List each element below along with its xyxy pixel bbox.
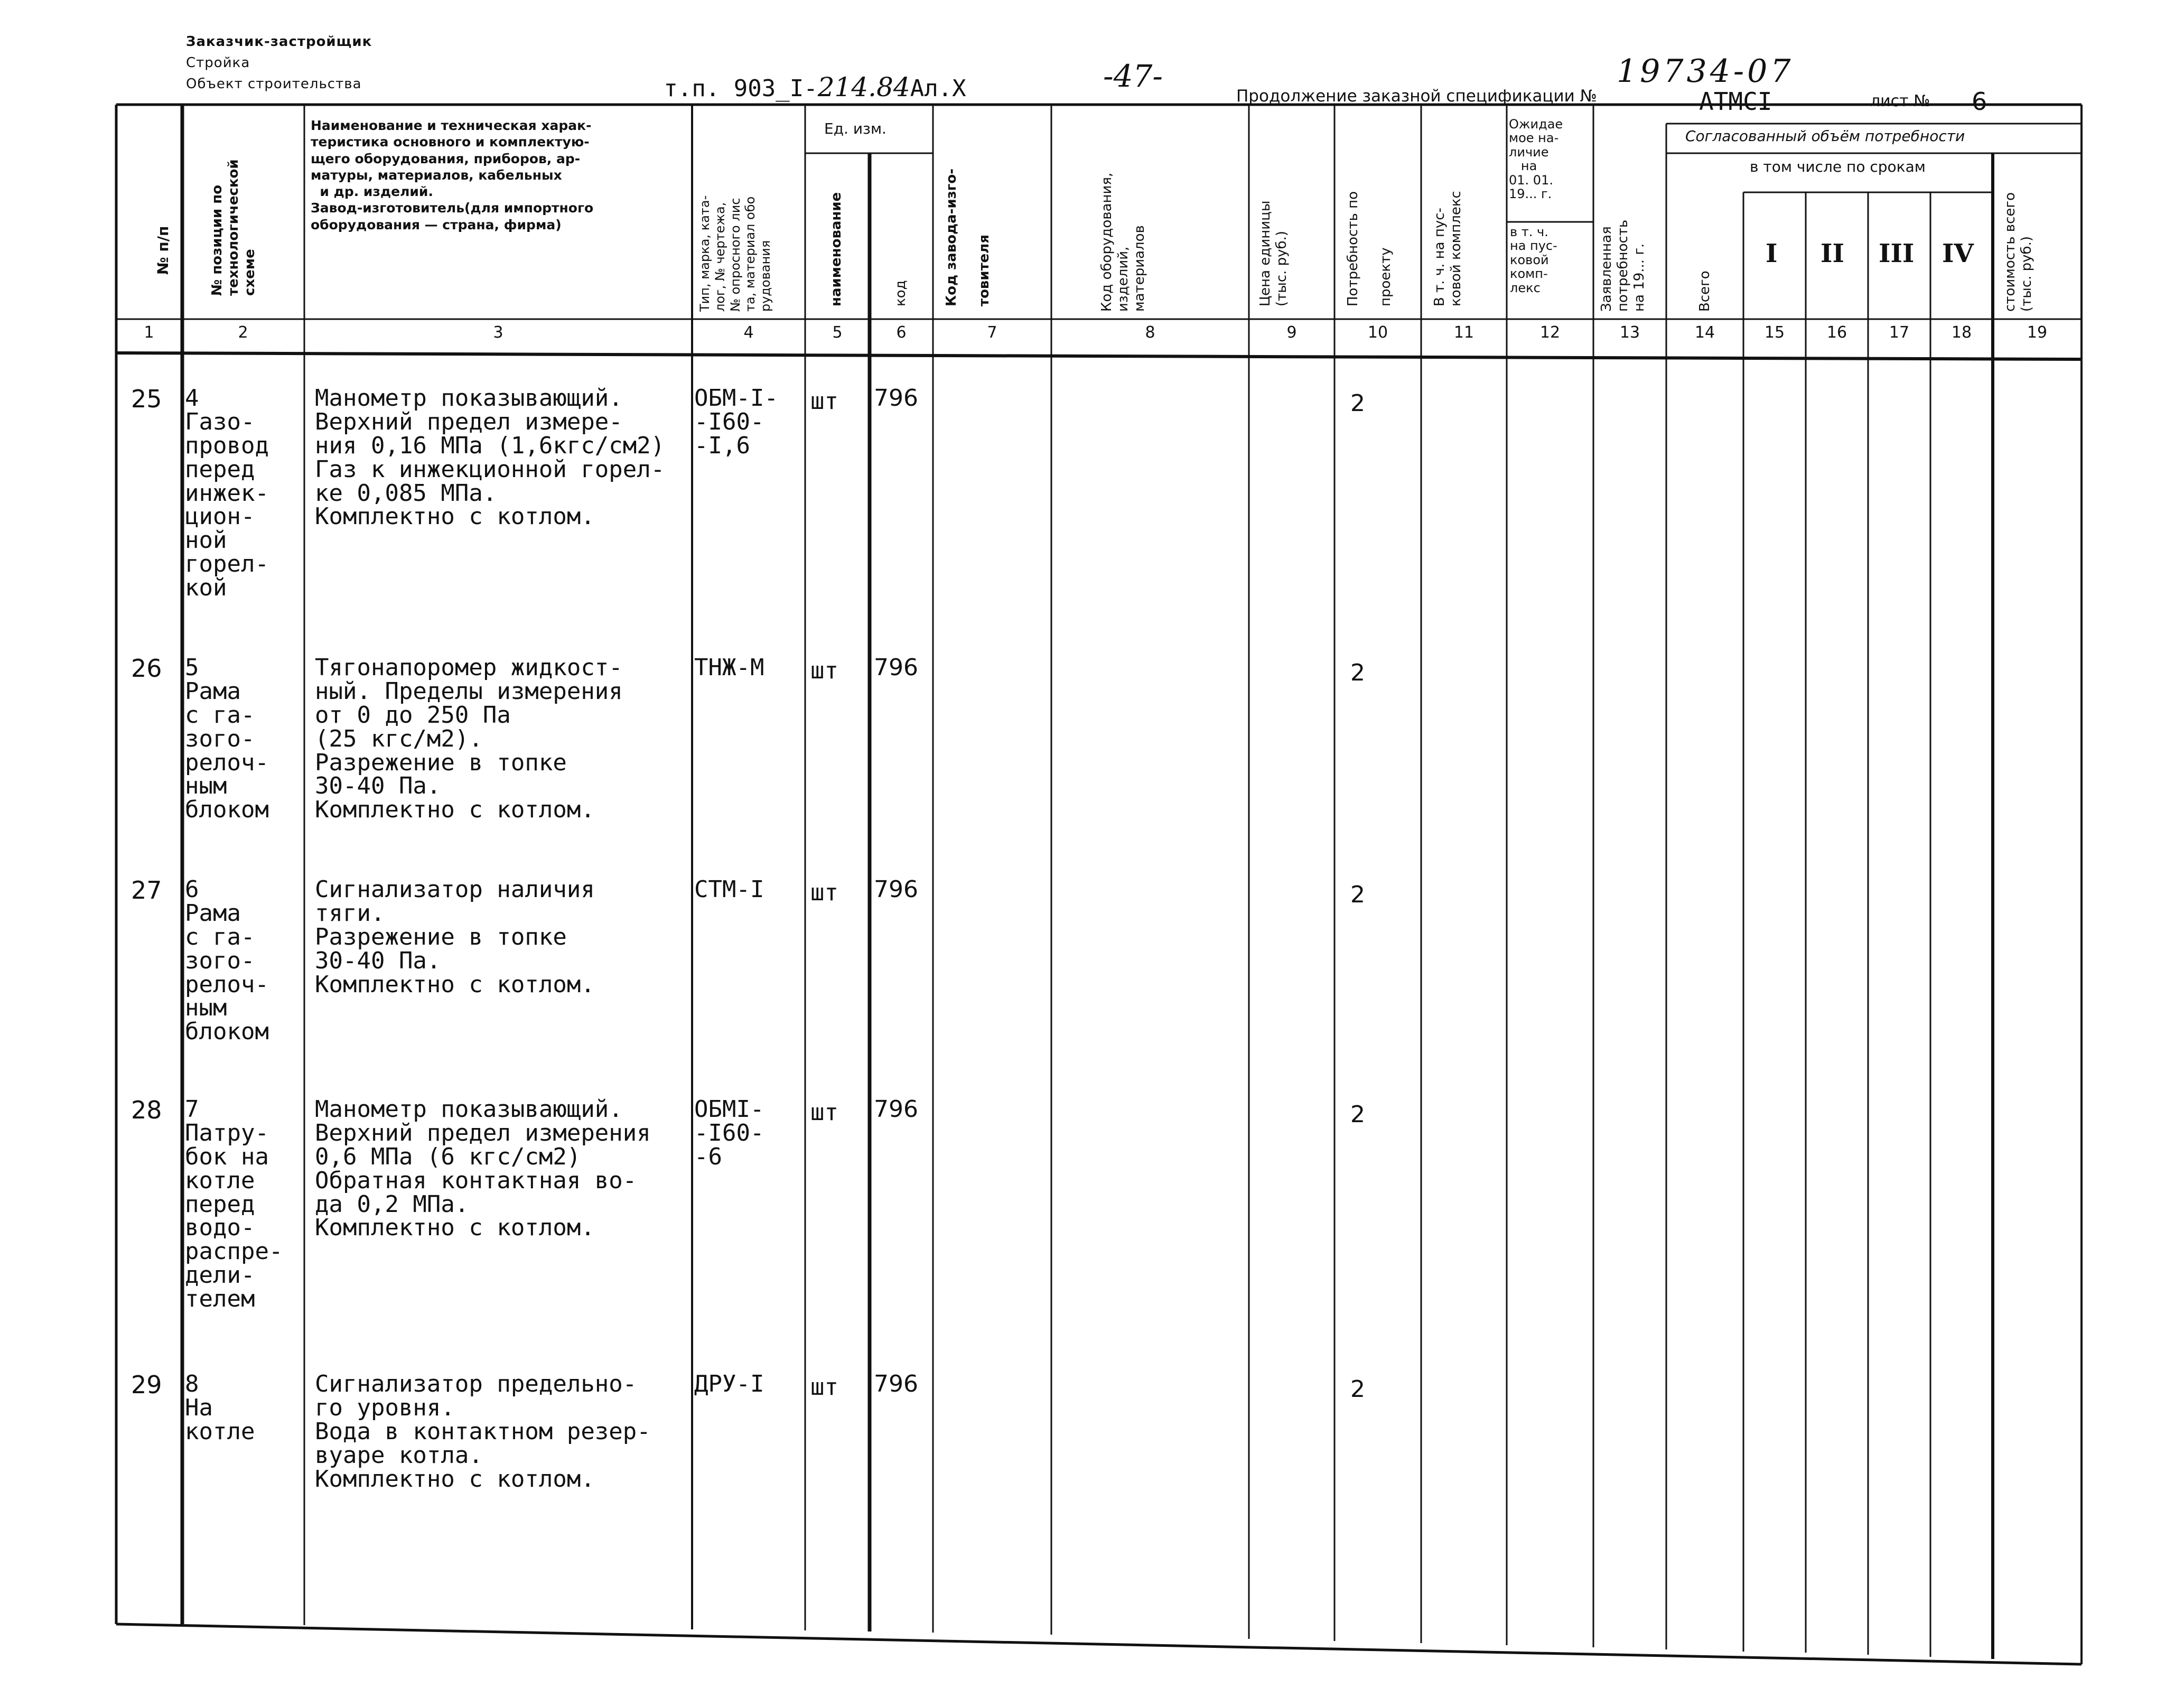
customer-label: Заказчик-застройщик (186, 34, 372, 50)
row-description: Тягонапоромер жидкост- ный. Пределы измерения от 0 до 250 Па (25 кгс/м2). Разрежение в топке 30-40 Па. Комплектно с котлом. (315, 654, 623, 824)
row-project-quantity: 2 (1350, 659, 1365, 686)
col-header-total: Всего (1697, 271, 1713, 312)
document-reference: т.п. 903_I-214.84Ал.Х (664, 71, 966, 102)
row-unit: шт (810, 1374, 838, 1401)
col-header-equipment-code: Код оборудования, изделий, материалов (1099, 172, 1148, 312)
col-header-term-2: II (1821, 239, 1844, 268)
continuation-label: Продолжение заказной спецификации № (1236, 87, 1597, 106)
col-header-unit-code: код (893, 280, 909, 306)
column-number: 13 (1619, 323, 1640, 342)
row-type: ТНЖ-М (694, 654, 764, 681)
col-header-expected-startup: в т. ч. на пус- ковой комп- лекс (1510, 225, 1557, 295)
row-position: 7 Патру- бок на котле перед водо- распре- дели- телем (185, 1096, 283, 1312)
row-unit-code: 796 (874, 385, 918, 412)
column-number: 18 (1951, 323, 1972, 342)
spec-code: АТМСI (1699, 87, 1772, 116)
col-header-term-4: IV (1942, 239, 1974, 268)
column-number: 16 (1826, 323, 1847, 342)
row-type: СТМ-I (694, 876, 764, 903)
row-unit-code: 796 (874, 1096, 918, 1123)
column-number: 6 (896, 323, 907, 342)
object-label: Объект строительства (186, 76, 362, 92)
row-description: Сигнализатор предельно- го уровня. Вода в контактном резер- вуаре котла. Комплектно с котлом. (315, 1370, 651, 1493)
col-header-term-3: III (1879, 239, 1915, 268)
col-header-position: № позиции по технологической схеме (209, 159, 258, 296)
row-project-quantity: 2 (1350, 1376, 1365, 1403)
row-number: 25 (131, 385, 162, 413)
column-number: 2 (238, 323, 248, 342)
row-description: Сигнализатор наличия тяги. Разрежение в топке 30-40 Па. Комплектно с котлом. (315, 876, 595, 998)
col-header-unit-name: наименование (828, 192, 844, 306)
row-unit-code: 796 (874, 876, 918, 903)
column-number: 3 (493, 323, 503, 342)
row-number: 26 (131, 654, 162, 683)
row-project-quantity: 2 (1350, 881, 1365, 908)
col-header-project-need: Потребность по проекту (1345, 191, 1394, 306)
col-header-agreed-group: Согласованный объём потребности (1685, 127, 1965, 145)
row-unit-code: 796 (874, 1370, 918, 1397)
row-type: ОБМI- -I60- -6 (694, 1096, 764, 1170)
column-number: 15 (1764, 323, 1785, 342)
col-header-term-1: I (1766, 239, 1778, 268)
col-header-maker-code: Код завода-изго- товителя (944, 168, 993, 306)
row-position: 6 Рама с га- зого- релоч- ным блоком (185, 876, 269, 1046)
row-project-quantity: 2 (1350, 390, 1365, 417)
sheet-label: лист № (1870, 92, 1930, 110)
column-number: 11 (1453, 323, 1474, 342)
spec-number-handwritten: 19734-07 (1617, 53, 1794, 90)
row-project-quantity: 2 (1350, 1101, 1365, 1128)
row-number: 27 (131, 876, 162, 905)
column-number: 19 (2027, 323, 2048, 342)
col-header-declared: Заявленная потребность на 19... г. (1599, 219, 1648, 312)
site-label: Стройка (186, 55, 250, 71)
column-number: 12 (1539, 323, 1561, 342)
sheet-number: 6 (1972, 87, 1987, 116)
col-header-by-terms: в том числе по срокам (1750, 158, 1926, 175)
column-number: 8 (1145, 323, 1155, 342)
column-number: 7 (987, 323, 997, 342)
row-position: 8 На котле (185, 1370, 255, 1445)
col-header-unit-price: Цена единицы (тыс. руб.) (1257, 200, 1290, 306)
column-number: 4 (743, 323, 754, 342)
col-header-startup-complex: В т. ч. на пус- ковой комплекс (1432, 191, 1464, 306)
row-unit: шт (810, 657, 838, 684)
col-header-number: № п/п (154, 226, 172, 275)
col-header-expected: Ожидае мое на- личие на 01. 01. 19... г. (1509, 117, 1563, 201)
col-header-description: Наименование и техническая харак- теристика основного и комплектую- щего оборудования, приборов, ар- матуры, материалов, кабельных и др. изделий. Завод-изготовитель(для импортного оборудования — страна, фирма) (311, 118, 594, 232)
column-number: 14 (1694, 323, 1715, 342)
col-header-unit-group: Ед. изм. (824, 120, 886, 137)
row-number: 29 (131, 1370, 162, 1399)
col-header-type: Тип, марка, ката- лог, № чертежа, № опросного лис та, материал обо рудования (697, 195, 773, 312)
column-number: 17 (1889, 323, 1910, 342)
row-position: 5 Рама с га- зого- релоч- ным блоком (185, 654, 269, 824)
row-position: 4 Газо- провод перед инжек- цион- ной горел- кой (185, 385, 269, 601)
page-mark: -47- (1103, 58, 1163, 94)
column-number: 10 (1367, 323, 1388, 342)
row-description: Манометр показывающий. Верхний предел измере- ния 0,16 МПа (1,6кгс/см2) Газ к инжекционной горел- ке 0,085 МПа. Комплектно с котлом. (315, 385, 665, 530)
row-unit: шт (810, 879, 838, 906)
row-unit: шт (810, 1099, 838, 1126)
row-type: ОБМ-I- -I60- -I,6 (694, 385, 778, 459)
column-number: 9 (1286, 323, 1297, 342)
col-header-cost: стоимость всего (тыс. руб.) (2002, 192, 2035, 312)
column-number: 5 (832, 323, 843, 342)
row-unit-code: 796 (874, 654, 918, 681)
row-number: 28 (131, 1096, 162, 1124)
row-description: Манометр показывающий. Верхний предел измерения 0,6 МПа (6 кгс/см2) Обратная контактная во- да 0,2 МПа. Комплектно с котлом. (315, 1096, 651, 1242)
row-unit: шт (810, 388, 838, 415)
column-number: 1 (144, 323, 154, 342)
row-type: ДРУ-I (694, 1370, 764, 1397)
